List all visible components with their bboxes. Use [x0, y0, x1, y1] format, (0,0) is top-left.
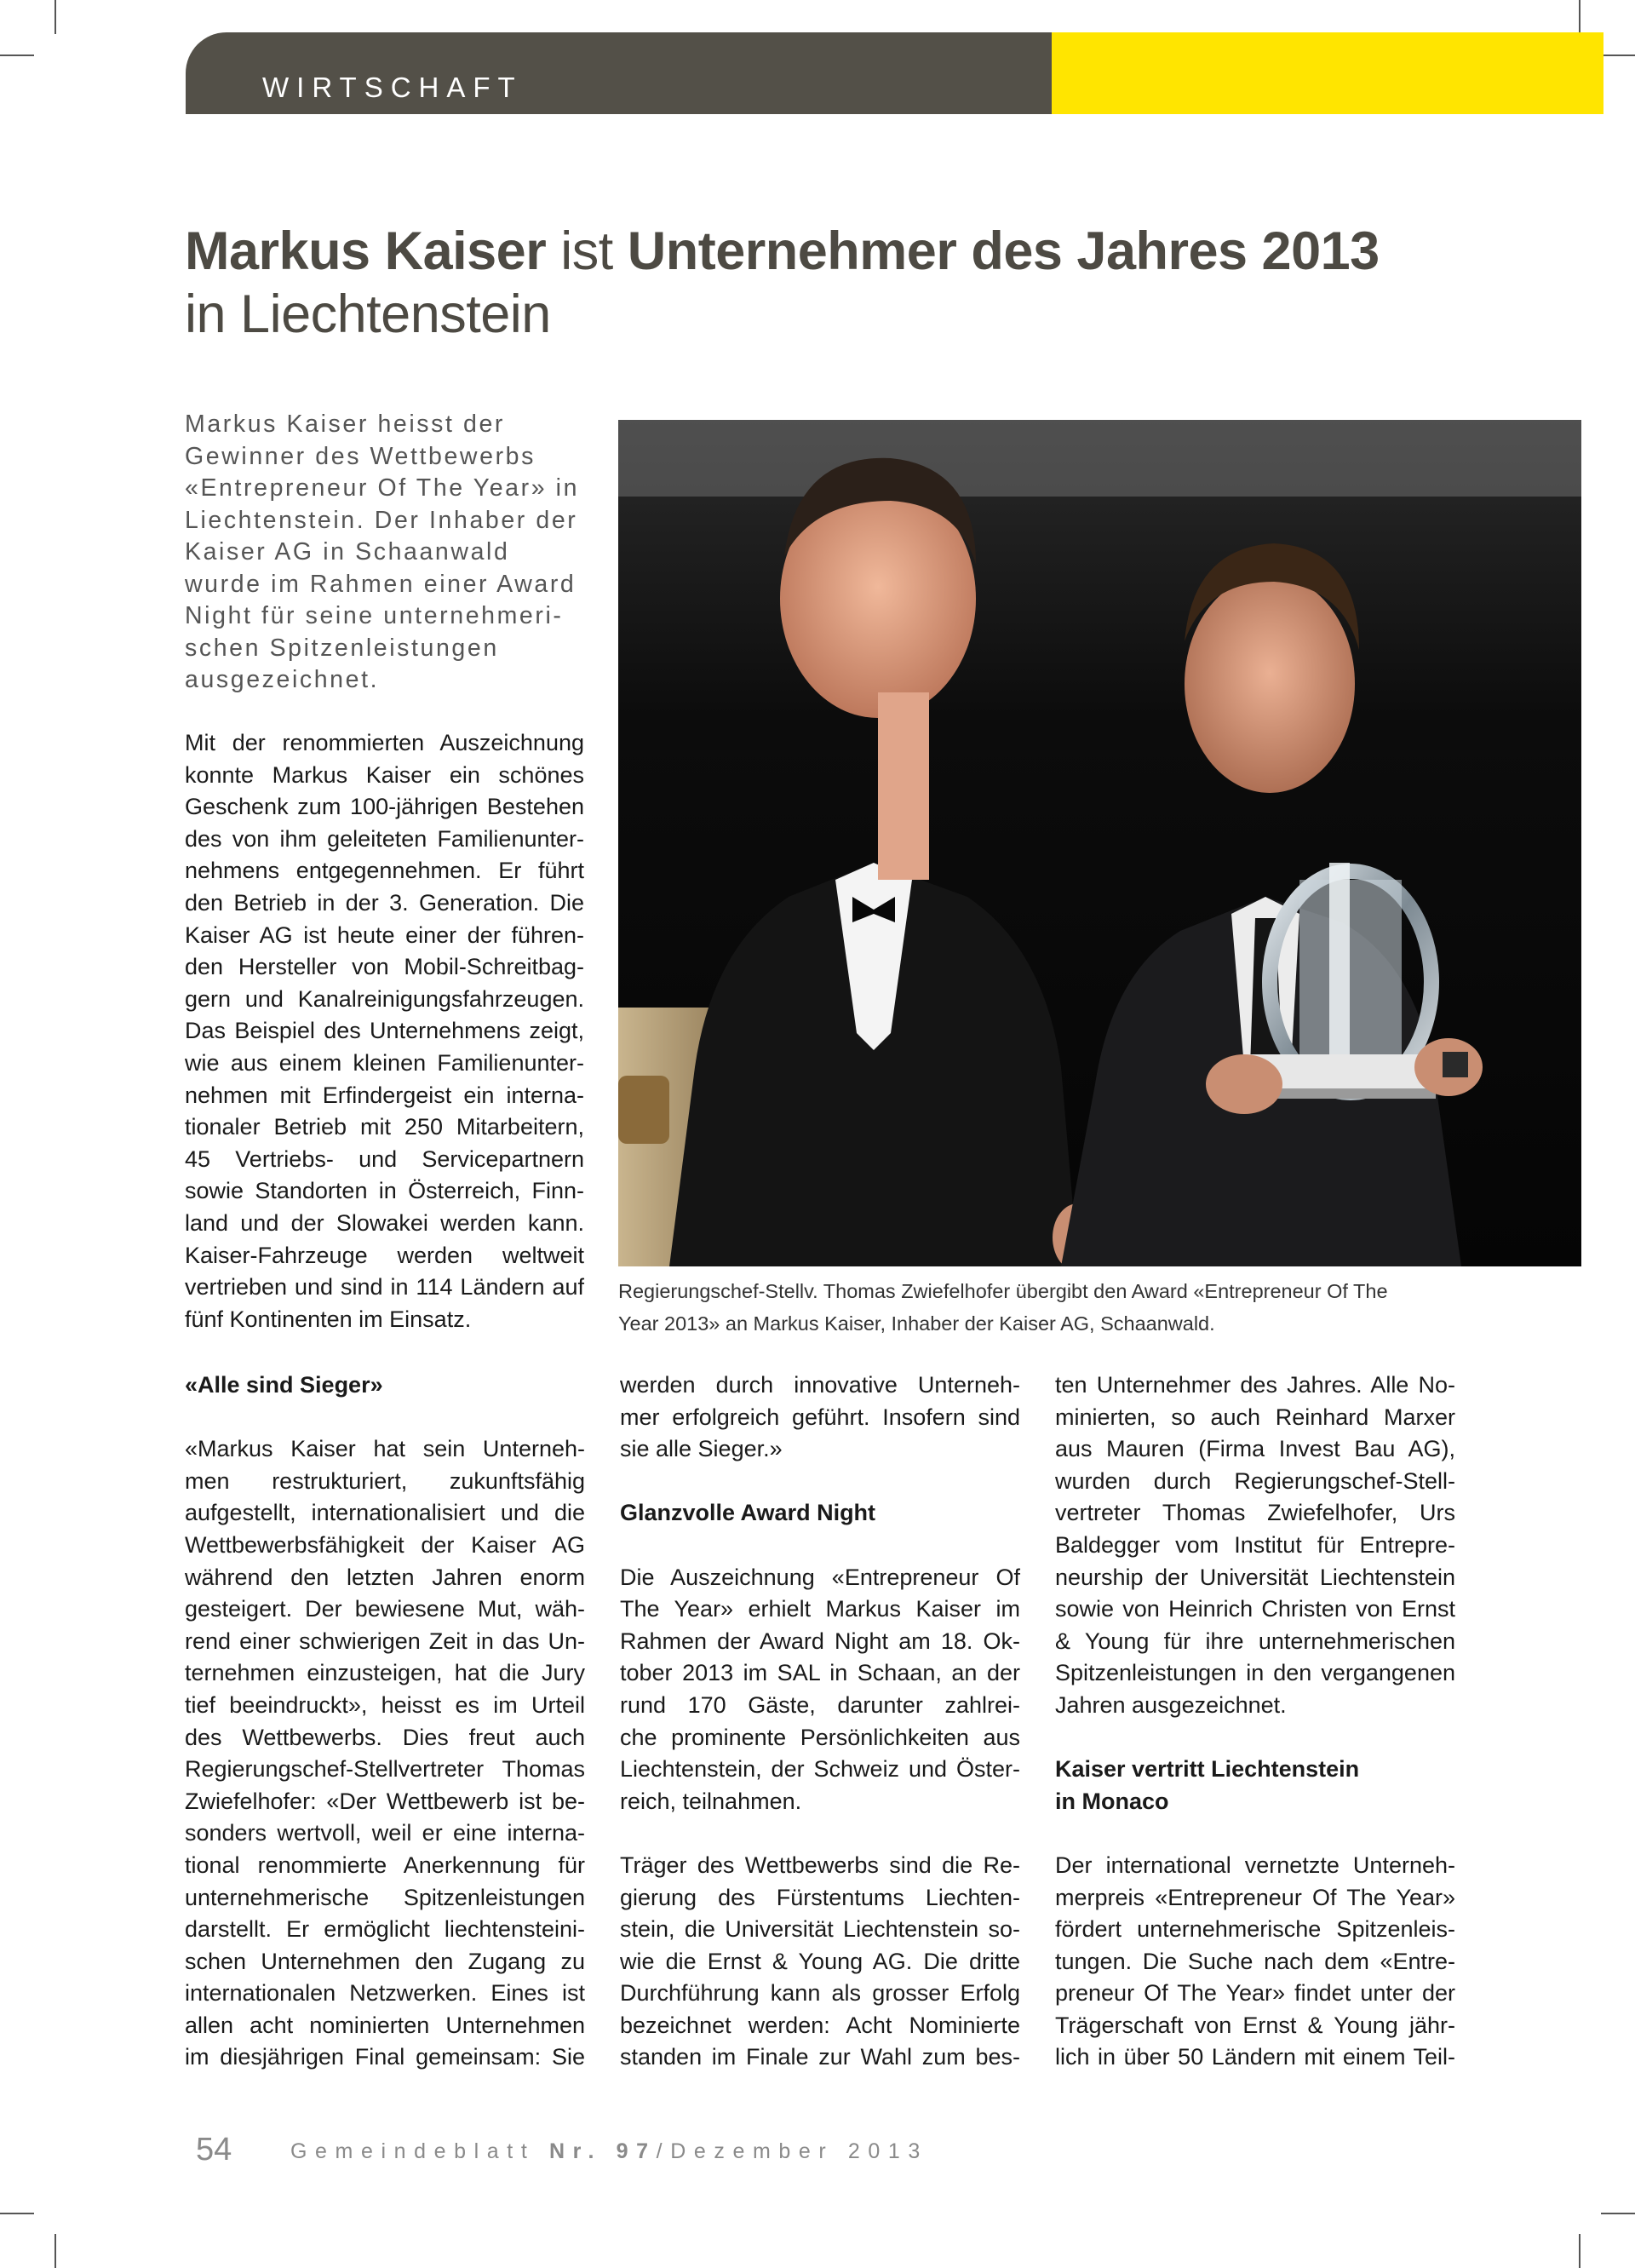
spacer — [1055, 1817, 1455, 1850]
text-line: Träger des Wettbewerbs sind die Re- — [620, 1852, 1020, 1878]
text-line: Kaiser-Fahrzeuge werden weltweit — [185, 1242, 584, 1268]
text-line: neurship der Universität Liechtenstein — [1055, 1564, 1455, 1590]
text-line: tief beeindruckt», heisst es im Urteil — [185, 1691, 585, 1718]
text-line: sonders wertvoll, weil er eine interna- — [185, 1820, 585, 1846]
caption-line: Year 2013» an Markus Kaiser, Inhaber der Kaiser AG, Schaanwald. — [618, 1312, 1215, 1335]
text-line: nehmen mit Erfindergeist ein interna- — [185, 1082, 584, 1108]
crop-mark — [1579, 0, 1580, 34]
text-line: lich in über 50 Ländern mit einem Teil- — [1055, 2044, 1455, 2070]
text-line: wie die Ernst & Young AG. Die dritte — [620, 1948, 1020, 1974]
text-line: tungen. Die Suche nach dem «Entre- — [1055, 1948, 1455, 1974]
text-line: land und der Slowakei werden kann. — [185, 1209, 584, 1236]
text-line: reich, teilnahmen. — [620, 1788, 802, 1814]
text-line: Liechtenstein, der Schweiz und Öster- — [620, 1756, 1020, 1783]
lead-line: Kaiser AG in Schaanwald — [185, 538, 510, 566]
lead-line: Night für seine unternehmeri- — [185, 602, 564, 629]
text-line: Durchführung kann als grosser Erfolg — [620, 1980, 1020, 2007]
lead-line: Markus Kaiser heisst der — [185, 411, 506, 438]
section-label: WIRTSCHAFT — [262, 72, 523, 103]
text-line: konnte Markus Kaiser ein schönes — [185, 761, 584, 788]
text-line: des Wettbewerbs. Dies freut auch — [185, 1724, 585, 1750]
text-line: wie aus einem kleinen Familienunter- — [185, 1049, 584, 1076]
text-line: rund 170 Gäste, darunter zahlrei- — [620, 1691, 1020, 1718]
lead-line: Liechtenstein. Der Inhaber der — [185, 506, 578, 534]
text-line: gesteigert. Der bewiesene Mut, wäh- — [185, 1596, 585, 1622]
publication-name: Gemeindeblatt — [290, 2139, 536, 2163]
article-column-3 — [1055, 1369, 1455, 2074]
text-line: che prominente Persönlichkeiten aus — [620, 1724, 1020, 1750]
text-line: tional renommierte Anerkennung für — [185, 1852, 585, 1878]
lead-paragraph — [185, 409, 585, 697]
article-column-2 — [620, 1369, 1020, 2074]
text-line: allen acht nominierten Unternehmen — [185, 2012, 585, 2038]
issue-date: /Dezember 2013 — [656, 2139, 928, 2163]
lead-line: schen Spitzenleistungen — [185, 634, 499, 662]
text-line: vertreter Thomas Zwiefelhofer, Urs — [1055, 1500, 1455, 1526]
text-line: während den letzten Jahren enorm — [185, 1564, 585, 1590]
text-line: sie alle Sieger.» — [620, 1436, 783, 1462]
text-line: werden durch innovative Unterneh- — [620, 1372, 1020, 1398]
spacer — [620, 1817, 1020, 1850]
text-line: Der international vernetzte Unterneh- — [1055, 1852, 1455, 1878]
text-line: Mit der renommierten Auszeichnung — [185, 730, 584, 755]
crop-mark — [1601, 2213, 1635, 2214]
text-line: Trägerschaft von Ernst & Young jähr- — [1055, 2012, 1455, 2038]
text-line: 45 Vertriebs- und Servicepartnern — [185, 1145, 584, 1172]
text-line: Spitzenleistungen in den vergangenen — [1055, 1660, 1455, 1686]
text-line: bezeichnet werden: Acht Nominierte — [620, 2012, 1020, 2038]
text-line: men restrukturiert, zukunftsfähig — [185, 1467, 585, 1494]
issue-number: 97 — [616, 2139, 657, 2163]
text-line: gern und Kanalreinigungsfahrzeugen. — [185, 985, 584, 1012]
crop-mark — [1579, 2234, 1580, 2268]
text-line: unternehmerische Spitzenleistungen — [185, 1884, 585, 1910]
headline-connector: ist — [546, 221, 628, 281]
text-line: mer erfolgreich geführt. Insofern sind — [620, 1404, 1020, 1430]
crop-mark — [54, 2234, 56, 2268]
text-line: standen im Finale zur Wahl zum bes- — [620, 2044, 1020, 2070]
text-line: tober 2013 im SAL in Schaan, an der — [620, 1660, 1020, 1686]
lead-line: Gewinner des Wettbewerbs — [185, 442, 536, 470]
text-line: sowie Standorten in Österreich, Finn- — [185, 1178, 584, 1204]
section-header-accent — [1052, 32, 1603, 114]
photo-caption — [618, 1275, 1581, 1340]
text-line: aufgestellt, internationalisiert und die — [185, 1500, 585, 1526]
spacer — [620, 1530, 1020, 1562]
text-line: wurden durch Regierungschef-Stell- — [1055, 1467, 1455, 1494]
text-line: Geschenk zum 100-jährigen Bestehen — [185, 794, 584, 820]
text-line: vertrieben und sind in 114 Ländern auf — [185, 1274, 584, 1301]
text-line: tionaler Betrieb mit 250 Mitarbeitern, — [185, 1114, 584, 1140]
text-line: des von ihm geleiteten Familienunter- — [185, 825, 584, 852]
award-photo — [618, 420, 1581, 1266]
text-line: Zwiefelhofer: «Der Wettbewerb ist be- — [185, 1788, 585, 1814]
text-line: Wettbewerbsfähigkeit der Kaiser AG — [185, 1531, 585, 1558]
text-line: Regierungschef-Stellvertreter Thomas — [185, 1756, 585, 1783]
text-line: aus Mauren (Firma Invest Bau AG), — [1055, 1436, 1455, 1462]
issue-label: Nr. — [548, 2139, 603, 2163]
text-line: fördert unternehmerische Spitzenleis- — [1055, 1916, 1455, 1943]
text-line: ternehmen einzusteigen, hat die Jury — [185, 1660, 585, 1686]
crop-mark — [0, 2213, 34, 2214]
text-line: ten Unternehmer des Jahres. Alle No- — [1055, 1372, 1455, 1398]
text-line: Rahmen der Award Night am 18. Ok- — [620, 1628, 1020, 1654]
text-line: sowie von Heinrich Christen von Ernst — [1055, 1596, 1455, 1622]
publication-footer — [290, 2139, 928, 2164]
subheading-monaco: Kaiser vertritt Liechtenstein — [1055, 1756, 1360, 1783]
text-line: den Betrieb in der 3. Generation. Die — [185, 889, 584, 916]
text-line: & Young für ihre unternehmerischen — [1055, 1628, 1455, 1654]
headline — [185, 220, 1547, 346]
lead-line: wurde im Rahmen einer Award — [185, 570, 577, 598]
text-line: The Year» erhielt Markus Kaiser im — [620, 1596, 1020, 1622]
subheading-alle-sind-sieger: «Alle sind Sieger» — [185, 1372, 383, 1398]
subheading-award-night: Glanzvolle Award Night — [620, 1500, 876, 1526]
text-line: fünf Kontinenten im Einsatz. — [185, 1306, 472, 1332]
text-line: rend einer schwierigen Zeit in das Un- — [185, 1628, 585, 1654]
crop-mark — [1601, 55, 1635, 56]
text-line: «Markus Kaiser hat sein Unterneh- — [185, 1436, 585, 1462]
article-column-1 — [185, 1369, 585, 2074]
award-photo-illustration — [618, 420, 1581, 1266]
text-line: merpreis «Entrepreneur Of The Year» — [1055, 1884, 1455, 1910]
subheading-monaco: in Monaco — [1055, 1788, 1169, 1814]
spacer — [185, 1402, 585, 1434]
text-line: Jahren ausgezeichnet. — [1055, 1691, 1287, 1718]
text-line: Das Beispiel des Unternehmens zeigt, — [185, 1018, 584, 1044]
headline-name: Markus Kaiser — [185, 221, 547, 281]
lead-line: ausgezeichnet. — [185, 666, 380, 693]
text-line: stein, die Universität Liechtenstein so- — [620, 1916, 1020, 1943]
lead-line: «Entrepreneur Of The Year» in — [185, 474, 580, 502]
text-line: schen Unternehmen den Zugang zu — [185, 1948, 585, 1974]
text-line: gierung des Fürstentums Liechten- — [620, 1884, 1020, 1910]
text-line: internationalen Netzwerken. Eines ist — [185, 1980, 585, 2007]
caption-line: Regierungschef-Stellv. Thomas Zwiefelhofer übergibt den Award «Entrepreneur Of The — [618, 1280, 1388, 1302]
text-line: nehmens entgegennehmen. Er führt — [185, 858, 584, 884]
text-line: minierten, so auch Reinhard Marxer — [1055, 1404, 1455, 1430]
text-line: den Hersteller von Mobil-Schreitbag- — [185, 954, 584, 980]
text-line: preneur Of The Year» findet unter der — [1055, 1980, 1455, 2007]
spacer — [1055, 1722, 1455, 1754]
crop-mark — [54, 0, 56, 34]
text-line: Kaiser AG ist heute einer der führen- — [185, 922, 584, 948]
text-line: Baldegger vom Institut für Entrepre- — [1055, 1531, 1455, 1558]
crop-mark — [0, 55, 34, 56]
text-line: Die Auszeichnung «Entrepreneur Of — [620, 1564, 1020, 1590]
text-line: im diesjährigen Final gemeinsam: Sie — [185, 2044, 585, 2070]
spacer — [620, 1466, 1020, 1498]
page-number: 54 — [196, 2132, 232, 2168]
intro-paragraph — [185, 727, 584, 1335]
headline-award: Unternehmer des Jahres 2013 — [627, 221, 1380, 281]
headline-location: in Liechtenstein — [185, 284, 551, 344]
text-line: darstellt. Er ermöglicht liechtensteini- — [185, 1916, 585, 1943]
